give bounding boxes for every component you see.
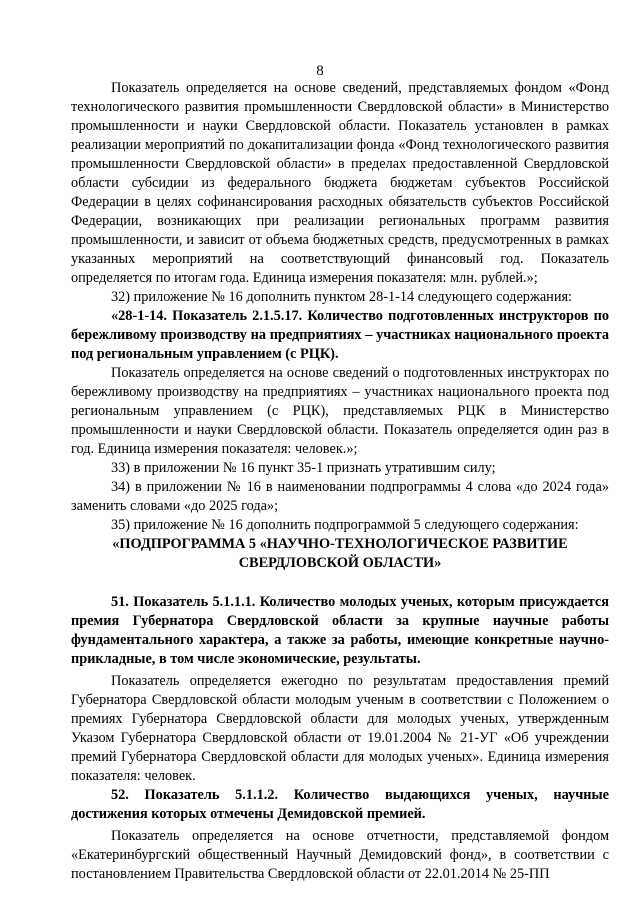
paragraph-indicator-51-heading: 51. Показатель 5.1.1.1. Количество молодых ученых, которым присуждается премия Губернатора Свердловской области за крупные научные работы фундаментального характера, а также за работы, имеющие конкретные научно-прикладные, в том числе экономические, результаты. [71, 594, 609, 667]
paragraph-item-35: 35) приложение № 16 дополнить подпрограммой 5 следующего содержания: [111, 517, 579, 533]
paragraph-indicator-28-1-14-heading: «28-1-14. Показатель 2.1.5.17. Количество подготовленных инструкторов по бережливому производству на предприятиях – участниках национального проекта под региональным управлением (с РЦК). [71, 308, 609, 362]
paragraph-item-32: 32) приложение № 16 дополнить пунктом 28-1-14 следующего содержания: [111, 289, 573, 305]
document-body [71, 79, 609, 884]
page-number: 8 [316, 63, 324, 79]
paragraph-item-34: 34) в приложении № 16 в наименовании подпрограммы 4 слова «до 2024 года» заменить словами «до 2025 года»; [71, 479, 609, 514]
paragraph-indicator-52-heading: 52. Показатель 5.1.1.2. Количество выдающихся ученых, научные достижения которых отмечены Демидовской премией. [71, 787, 609, 822]
paragraph-indicator-51-body: Показатель определяется ежегодно по результатам предоставления премий Губернатора Свердловской области молодым ученым в соответствии с Положением о премиях Губернатора Свердловской области для молодых ученых, утвержденным Указом Губернатора Свердловской области от 19.01.2004 № 21-УГ «Об учреждении премий Губернатора Свердловской области для молодых ученых». Единица измерения показателя: человек. [71, 673, 609, 784]
paragraph-fund-indicator: Показатель определяется на основе сведений, представляемых фондом «Фонд технологического развития промышленности Свердловской области» в Министерство промышленности и науки Свердловской области. Показатель установлен в рамках реализации мероприятий по докапитализации фонда «Фонд технологического развития промышленности Свердловской области» в пределах предоставленной Свердловской области субсидии из федерального бюджета бюджетам субъектов Российской Федерации в целях софинансирования расходных обязательств субъектов Российской Федерации, возникающих при реализации региональных программ развития промышленности, и зависит от объема бюджетных средств, предусмотренных в рамках указанных мероприятий на соответствующий финансовый год. Показатель определяется по итогам года. Единица измерения показателя: млн. рублей.»; [71, 80, 609, 286]
paragraph-item-33: 33) в приложении № 16 пункт 35-1 признать утратившим силу; [111, 460, 496, 476]
paragraph-indicator-28-1-14-body: Показатель определяется на основе сведений о подготовленных инструкторах по бережливому производству на предприятиях – участниках национального проекта под региональным управлением (с РЦК), представляемых РЦК в Министерство промышленности и науки Свердловской области. Показатель определяется один раз в год. Единица измерения показателя: человек.»; [71, 365, 609, 457]
paragraph-indicator-52-body: Показатель определяется на основе отчетности, представляемой фондом «Екатеринбургский общественный Научный Демидовский фонд», в соответствии с постановлением Правительства Свердловской области от 22.01.2014 № 25-ПП [71, 828, 609, 882]
subprogram-5-heading: «ПОДПРОГРАММА 5 «НАУЧНО-ТЕХНОЛОГИЧЕСКОЕ РАЗВИТИЕ СВЕРДЛОВСКОЙ ОБЛАСТИ» [112, 536, 568, 571]
spacer [71, 573, 609, 593]
